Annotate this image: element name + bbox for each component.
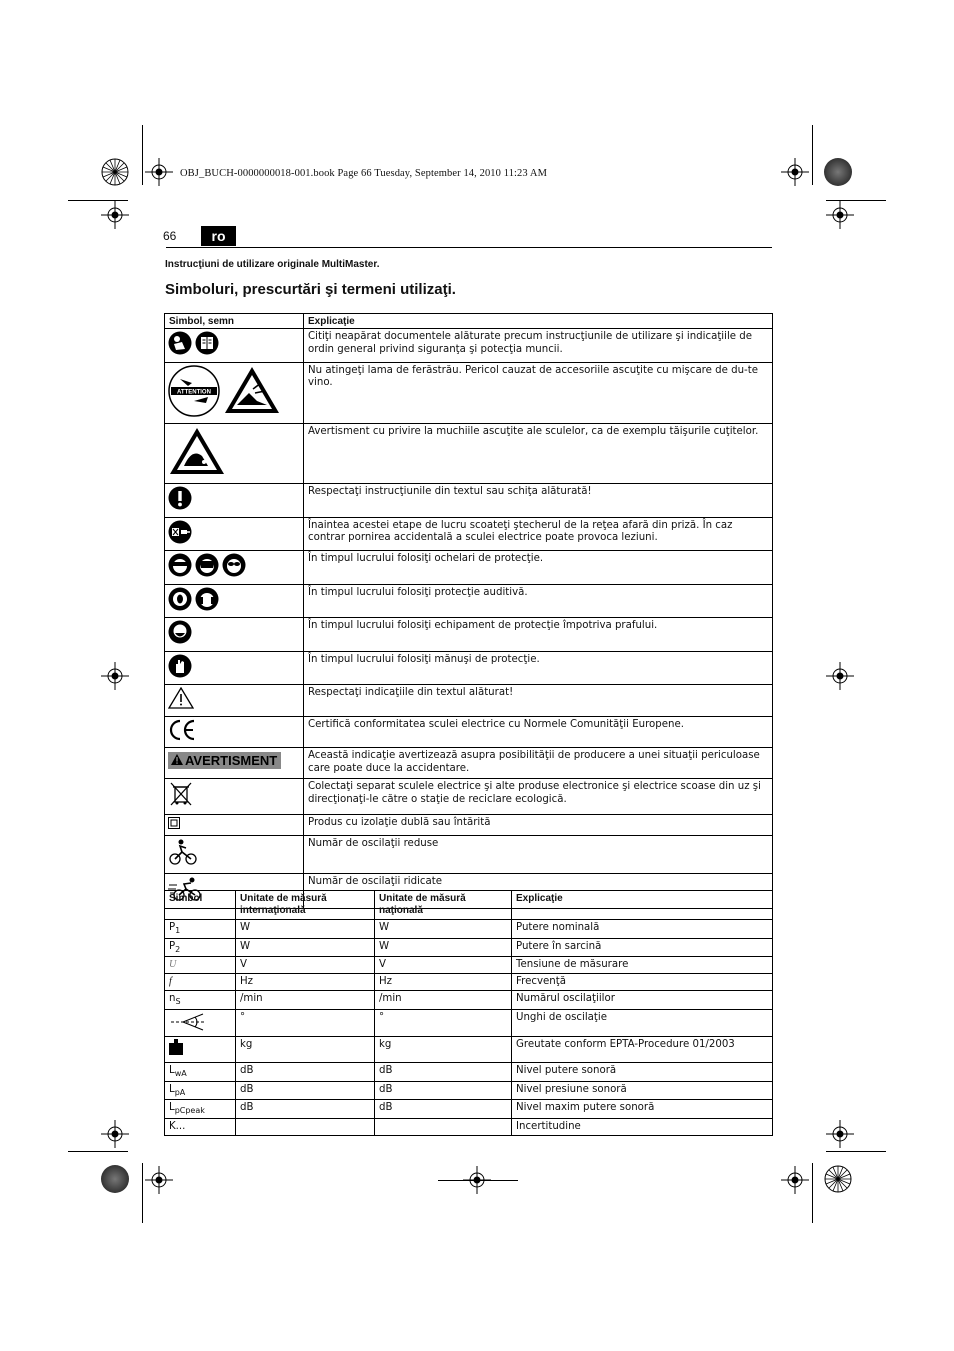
explanation-cell: Această indicaţie avertizează asupra posibilităţii de producere a unei situaţii periculoase care poate duce la accidentare. <box>304 748 773 779</box>
national-unit-cell <box>375 1118 512 1135</box>
weight-icon <box>169 1039 183 1060</box>
gray-disc-mark-icon <box>824 158 852 186</box>
table-row <box>165 974 773 991</box>
book-info-line: OBJ_BUCH-0000000018-001.book Page 66 Tuesday, September 14, 2010 11:23 AM <box>180 168 548 179</box>
explanation-cell: Frecvenţă <box>512 974 773 991</box>
explanation-cell: Nivel presiune sonoră <box>512 1081 773 1100</box>
column-header: Unitate de măsură naţională <box>375 891 512 920</box>
intl-unit-cell <box>236 1118 375 1135</box>
page-number: 66 <box>163 229 177 243</box>
symbols-table <box>164 313 773 909</box>
starburst-mark-icon <box>824 1165 852 1193</box>
table-row <box>165 836 773 874</box>
symbol-main: L <box>169 1065 175 1077</box>
ce-mark-icon <box>168 719 196 746</box>
symbol-cell <box>165 991 236 1010</box>
warning-badge-label: AVERTISMENT <box>185 753 278 768</box>
explanation-cell: Nivel putere sonoră <box>512 1063 773 1082</box>
explanation-cell: Număr de oscilaţii reduse <box>304 836 773 874</box>
national-unit-cell: V <box>375 957 512 974</box>
starburst-mark-icon <box>101 158 129 186</box>
table-header-row <box>165 314 773 329</box>
explanation-cell: În timpul lucrului folosiţi echipament de protecţie împotriva prafului. <box>304 618 773 652</box>
symbol-cell <box>165 779 304 815</box>
symbol-cell <box>165 1063 236 1082</box>
symbol-subscript: wA <box>174 1069 187 1079</box>
ear-muff-icon <box>195 587 219 616</box>
symbol-cell <box>165 1118 236 1135</box>
table-row <box>165 424 773 484</box>
symbol-subscript: S <box>175 997 181 1007</box>
oscillation-angle-icon <box>169 1012 207 1037</box>
table-row <box>165 651 773 685</box>
symbol-subscript: pCpeak <box>174 1106 205 1116</box>
national-unit-cell: ° <box>375 1009 512 1037</box>
explanation-cell: Unghi de oscilaţie <box>512 1009 773 1037</box>
explanation-cell: Colectaţi separat sculele electrice şi alte produse electronice şi electrice scoase din uz şi direcţionaţi-le către o staţie de reciclare ecologică. <box>304 779 773 815</box>
explanation-cell: Nivel maxim putere sonoră <box>512 1100 773 1119</box>
explanation-cell: În timpul lucrului folosiţi ochelari de protecţie. <box>304 551 773 585</box>
explanation-cell: Respectaţi instrucţiunile din textul sau schiţa alăturată! <box>304 484 773 518</box>
intl-unit-cell: /min <box>236 991 375 1010</box>
double-insulation-icon <box>168 817 180 834</box>
warning-badge-icon <box>171 753 183 768</box>
crossed-bin-icon <box>168 781 194 812</box>
symbol-main: L <box>169 1102 175 1114</box>
symbol-main: U <box>169 959 177 971</box>
symbol-cell <box>165 551 304 585</box>
table-row <box>165 551 773 585</box>
table-row <box>165 1081 773 1100</box>
column-header: Simbol <box>165 891 236 920</box>
crosshair-mark-icon <box>101 1120 129 1148</box>
table-row <box>165 991 773 1010</box>
table-row <box>165 957 773 974</box>
national-unit-cell: Hz <box>375 974 512 991</box>
national-unit-cell: /min <box>375 991 512 1010</box>
explanation-cell: Numărul oscilaţiilor <box>512 991 773 1010</box>
symbol-cell <box>165 362 304 424</box>
table-row <box>165 748 773 779</box>
symbol-cell <box>165 651 304 685</box>
symbol-cell <box>165 920 236 939</box>
symbol-main: n <box>169 993 176 1005</box>
intl-unit-cell: W <box>236 920 375 939</box>
explanation-cell: Tensiune de măsurare <box>512 957 773 974</box>
table-row <box>165 716 773 748</box>
symbol-cell <box>165 814 304 836</box>
symbol-main: P <box>169 922 176 933</box>
warning-flying-debris-icon <box>223 365 281 420</box>
national-unit-cell: dB <box>375 1063 512 1082</box>
table-row <box>165 517 773 551</box>
symbol-cell <box>165 957 236 974</box>
unplug-icon <box>168 520 192 549</box>
national-unit-cell: kg <box>375 1037 512 1063</box>
symbol-subscript: 2 <box>175 944 181 954</box>
national-unit-cell: W <box>375 920 512 939</box>
intl-unit-cell: ° <box>236 1009 375 1037</box>
crosshair-mark-icon <box>781 158 809 186</box>
table-row <box>165 1118 773 1135</box>
warning-sharp-edges-icon <box>168 426 226 481</box>
table-row <box>165 1037 773 1063</box>
table-row <box>165 920 773 939</box>
symbol-cell <box>165 748 304 779</box>
crosshair-mark-icon <box>826 662 854 690</box>
crosshair-mark-icon <box>101 662 129 690</box>
exclamation-circle-icon <box>168 486 192 515</box>
symbol-cell <box>165 1009 236 1037</box>
explanation-cell: Greutate conform EPTA-Procedure 01/2003 <box>512 1037 773 1063</box>
symbol-cell <box>165 1100 236 1119</box>
units-table <box>164 890 773 1136</box>
symbol-cell <box>165 938 236 957</box>
symbol-cell <box>165 1081 236 1100</box>
explanation-cell: Înaintea acestei etape de lucru scoateţi ştecherul de la reţea afară din priză. În caz contrar pornirea accidentală a sculei electrice poate provoca leziuni. <box>304 517 773 551</box>
column-header: Unitate de măsură internaţională <box>236 891 375 920</box>
gloves-icon <box>168 654 192 683</box>
symbol-cell <box>165 517 304 551</box>
header-rule <box>166 247 772 248</box>
language-tab: ro <box>201 226 236 246</box>
explanation-cell: Citiţi neapărat documentele alăturate precum instrucţiunile de utilizare şi indicaţiile de ordin general privind siguranţa şi potecţia muncii. <box>304 329 773 363</box>
symbol-cell <box>165 484 304 518</box>
attention-blade-icon <box>168 365 220 422</box>
symbol-subscript: 1 <box>175 926 181 936</box>
table-row <box>165 618 773 652</box>
warning-badge <box>168 752 281 769</box>
explanation-cell: În timpul lucrului folosiţi mănuşi de protecţie. <box>304 651 773 685</box>
table-row <box>165 484 773 518</box>
symbol-cell <box>165 836 304 874</box>
intl-unit-cell: W <box>236 938 375 957</box>
face-shield-icon <box>195 553 219 582</box>
table-row <box>165 1100 773 1119</box>
explanation-cell: Putere nominală <box>512 920 773 939</box>
symbol-main: f <box>169 976 172 988</box>
table-row <box>165 938 773 957</box>
ear-protection-icon <box>168 587 192 616</box>
symbol-cell <box>165 584 304 618</box>
crosshair-mark-icon <box>826 1120 854 1148</box>
crosshair-mark-icon <box>101 201 129 229</box>
explanation-cell: Nu atingeţi lama de ferăstrău. Pericol cauzat de accesoriile ascuţite cu mişcare de du-te vino. <box>304 362 773 424</box>
symbol-cell <box>165 424 304 484</box>
national-unit-cell: W <box>375 938 512 957</box>
explanation-cell: Certifică conformitatea sculei electrice cu Normele Comunităţii Europene. <box>304 716 773 748</box>
table-row <box>165 814 773 836</box>
symbol-cell <box>165 974 236 991</box>
national-unit-cell: dB <box>375 1081 512 1100</box>
read-manual-icon <box>168 331 192 360</box>
crosshair-mark-icon <box>826 201 854 229</box>
intl-unit-cell: kg <box>236 1037 375 1063</box>
crosshair-mark-icon <box>145 1166 173 1194</box>
table-row <box>165 584 773 618</box>
dust-mask-icon <box>168 620 192 649</box>
intl-unit-cell: Hz <box>236 974 375 991</box>
crosshair-mark-icon <box>145 158 173 186</box>
symbol-cell <box>165 1037 236 1063</box>
symbol-subscript: pA <box>174 1087 186 1097</box>
table-header-row <box>165 891 773 920</box>
symbol-cell <box>165 716 304 748</box>
explanation-cell: Putere în sarcină <box>512 938 773 957</box>
symbol-main: K... <box>169 1120 186 1132</box>
safety-glasses-icon <box>168 553 192 582</box>
symbol-cell <box>165 685 304 717</box>
table-row <box>165 362 773 424</box>
crosshair-mark-icon <box>781 1166 809 1194</box>
table-row <box>165 1009 773 1037</box>
slow-cyclist-icon <box>168 838 198 871</box>
column-header: Simbol, semn <box>165 314 304 329</box>
gray-disc-mark-icon <box>101 1165 129 1193</box>
explanation-cell: În timpul lucrului folosiţi protecţie auditivă. <box>304 584 773 618</box>
explanation-cell: Număr de oscilaţii ridicate <box>304 873 773 909</box>
symbol-cell <box>165 329 304 363</box>
explanation-cell: Produs cu izolaţie dublă sau întărită <box>304 814 773 836</box>
table-row <box>165 329 773 363</box>
goggles-icon <box>222 553 246 582</box>
table-row <box>165 1063 773 1082</box>
intl-unit-cell: dB <box>236 1063 375 1082</box>
table-row <box>165 685 773 717</box>
intl-unit-cell: dB <box>236 1100 375 1119</box>
national-unit-cell: dB <box>375 1100 512 1119</box>
intl-unit-cell: V <box>236 957 375 974</box>
section-title: Simboluri, prescurtări şi termeni utilizaţi. <box>165 281 456 298</box>
column-header: Explicaţie <box>304 314 773 329</box>
table-row <box>165 779 773 815</box>
svg-text:ATTENTION: ATTENTION <box>177 389 211 395</box>
explanation-cell: Avertisment cu privire la muchiile ascuţite ale sculelor, ca de exemplu tăişurile cuţitelor. <box>304 424 773 484</box>
intl-unit-cell: dB <box>236 1081 375 1100</box>
symbol-main: P <box>169 940 176 952</box>
manual-subtitle: Instrucţiuni de utilizare originale MultiMaster. <box>165 259 380 270</box>
column-header: Explicaţie <box>512 891 773 920</box>
book-icon <box>195 331 219 360</box>
explanation-cell: Incertitudine <box>512 1118 773 1135</box>
warning-triangle-icon <box>168 687 194 714</box>
explanation-cell: Respectaţi indicaţiile din textul alăturat! <box>304 685 773 717</box>
symbol-main: L <box>169 1083 175 1095</box>
symbol-cell <box>165 618 304 652</box>
